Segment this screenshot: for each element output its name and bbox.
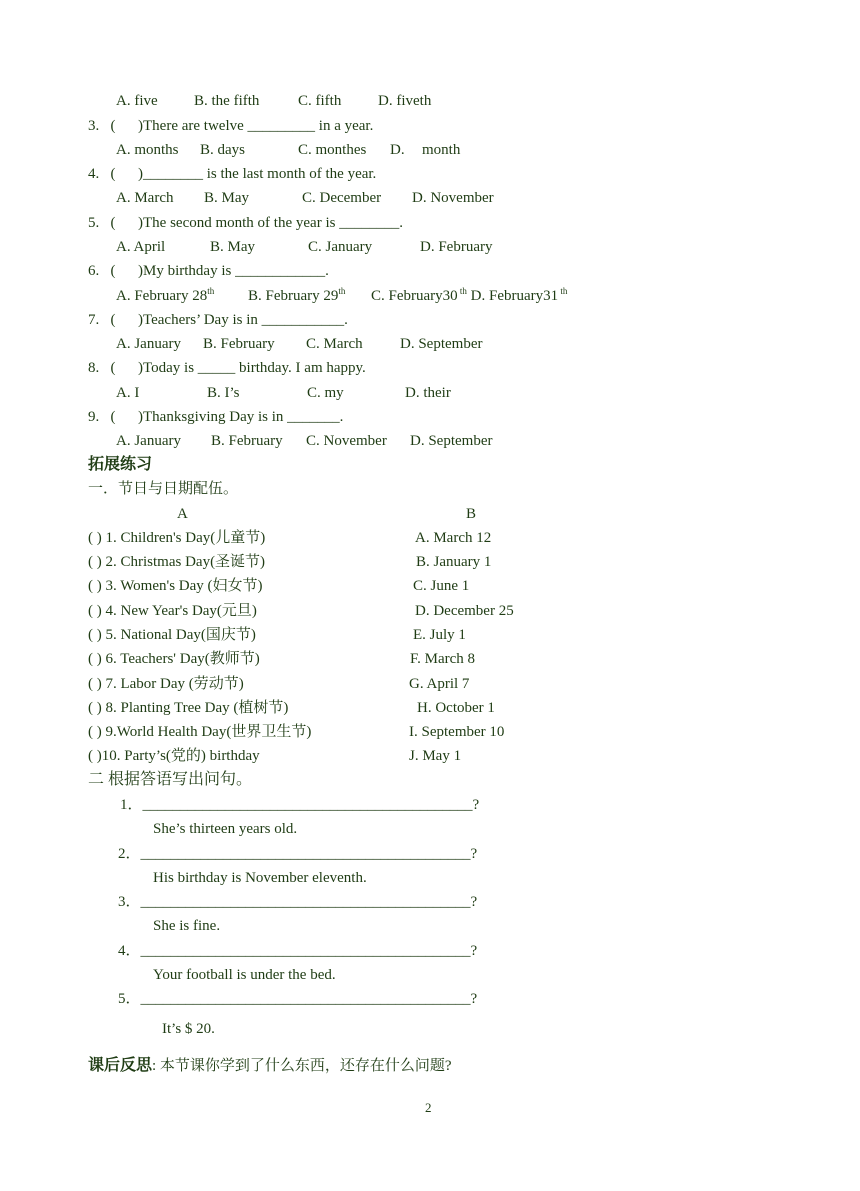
given-answer-1: She’s thirteen years old. [153,821,298,837]
given-answer-5: It’s $ 20. [162,1021,215,1037]
answer-paren-close: ) [138,118,143,134]
question-mark: ? [470,894,478,910]
question-number: 9. [88,409,100,425]
answer-line[interactable]: ____________________________________________ [140,846,471,862]
q6-option-c [371,287,567,305]
answer-paren-close: ) [138,312,143,328]
q2-option-d: D. fiveth [378,93,432,109]
match-left-1: ( ) 1. Children's Day(儿童节) [88,530,266,546]
column-b-header: B [466,506,477,522]
question-text: The second month of the year is [143,215,340,231]
question-5 [88,214,403,232]
question-text: There are twelve [143,118,248,134]
answer-paren-close: ) [138,360,143,376]
write-question-3 [118,893,477,911]
write-question-4 [118,942,477,960]
match-left-10: ( )10. Party’s(党的) birthday [88,748,260,764]
answer-paren-open: ( [110,409,116,425]
part2-title: 二 根据答语写出问句。 [88,771,253,788]
match-right-10: J. May 1 [409,748,462,764]
answer-paren-close: ) [138,215,143,231]
q6-option-c-sup: th [457,286,467,296]
given-answer-2: His birthday is November eleventh. [153,870,367,886]
part1-title: 一．节日与日期配伍。 [88,481,239,497]
answer-paren-open: ( [110,215,116,231]
q8-option-b: B. I’s [207,385,240,401]
match-left-3: ( ) 3. Women's Day (妇女节) [88,578,263,594]
match-right-1: A. March 12 [415,530,492,546]
match-left-6: ( ) 6. Teachers' Day(教师节) [88,651,260,667]
answer-paren-open: ( [110,166,116,182]
question-number: 6. [88,263,100,279]
q6-option-b-sup: th [338,286,346,296]
question-text: Today is [143,360,198,376]
q6-option-b [248,287,345,305]
item-number: 4． [118,943,141,959]
match-right-7: G. April 7 [409,676,470,692]
answer-paren-open: ( [110,360,116,376]
write-question-2 [118,845,477,863]
question-blank: ________ [339,215,400,231]
q3-option-c: C. monthes [298,142,367,158]
extension-title: 拓展练习 [88,456,153,473]
question-7 [88,311,348,329]
q4-option-b: B. May [204,190,249,206]
q8-option-c: C. my [307,385,344,401]
answer-line[interactable]: ____________________________________________ [140,894,471,910]
match-left-7: ( ) 7. Labor Day (劳动节) [88,676,244,692]
question-text-after: is the last month of the year. [203,166,377,182]
question-number: 4. [88,166,100,182]
q3-option-d: D. [390,142,405,158]
q9-option-c: C. November [306,433,387,449]
reflection-label: 课后反思 [88,1057,153,1074]
match-left-2: ( ) 2. Christmas Day(圣诞节) [88,554,266,570]
match-left-5: ( ) 5. National Day(国庆节) [88,627,256,643]
question-mark: ? [470,943,478,959]
q2-option-b: B. the fifth [194,93,260,109]
answer-paren-close: ) [138,409,143,425]
question-number: 5. [88,215,100,231]
q6-option-a-text: A. February 28 [116,288,208,304]
question-mark: ? [472,797,480,813]
question-text-after: . [339,409,344,425]
match-right-2: B. January 1 [416,554,492,570]
answer-paren-open: ( [110,118,116,134]
q2-option-a: A. five [116,93,158,109]
q6-option-d-sup: th [558,286,568,296]
q3-option-d-text: month [422,142,461,158]
match-left-8: ( ) 8. Planting Tree Day (植树节) [88,700,289,716]
q8-option-d: D. their [405,385,451,401]
q7-option-a: A. January [116,336,181,352]
reflection-text: : 本节课你学到了什么东西，还存在什么问题? [152,1058,452,1074]
question-number: 8. [88,360,100,376]
match-right-4: D. December 25 [415,603,514,619]
question-mark: ? [470,846,478,862]
match-right-8: H. October 1 [417,700,495,716]
q7-option-d: D. September [400,336,483,352]
item-number: 2． [118,846,141,862]
match-right-5: E. July 1 [413,627,466,643]
q2-option-c: C. fifth [298,93,342,109]
column-a-header: A [177,506,188,522]
q6-option-d-text: D. February31 [466,288,559,304]
question-3 [88,117,373,135]
given-answer-3: She is fine. [153,918,221,934]
q5-option-b: B. May [210,239,255,255]
write-question-5 [118,990,477,1008]
page-number: 2 [425,1100,432,1115]
match-left-4: ( ) 4. New Year's Day(元旦) [88,603,257,619]
answer-line[interactable]: ____________________________________________ [140,943,471,959]
answer-paren-close: ) [138,263,143,279]
question-text-after: . [344,312,348,328]
answer-paren-open: ( [110,312,116,328]
question-text: Thanksgiving Day is in [143,409,288,425]
q5-option-d: D. February [420,239,493,255]
write-question-1 [120,796,479,814]
item-number: 5． [118,991,141,1007]
question-text: My birthday is [143,263,236,279]
question-8 [88,359,366,377]
answer-line[interactable]: ____________________________________________ [142,797,473,813]
question-blank: _________ [247,118,316,134]
question-mark: ? [470,991,478,1007]
q7-option-c: C. March [306,336,363,352]
q6-option-b-text: B. February 29 [248,288,339,304]
q3-option-b: B. days [200,142,245,158]
q8-option-a: A. I [116,385,140,401]
question-9 [88,408,343,426]
reflection [88,1057,452,1075]
item-number: 3． [118,894,141,910]
question-number: 3. [88,118,100,134]
match-right-3: C. June 1 [413,578,470,594]
question-text-after: . [399,215,403,231]
question-text: Teachers’ Day is in [143,312,262,328]
q6-option-c-text: C. February30 [371,288,458,304]
q9-option-a: A. January [116,433,181,449]
q6-option-a-sup: th [207,286,215,296]
match-left-9: ( ) 9.World Health Day(世界卫生节) [88,724,312,740]
question-6 [88,262,329,280]
question-blank: _____ [197,360,236,376]
given-answer-4: Your football is under the bed. [153,967,336,983]
answer-paren-open: ( [110,263,116,279]
match-right-6: F. March 8 [410,651,476,667]
answer-paren-close: ) [138,166,143,182]
question-blank: ___________ [261,312,345,328]
q4-option-d: D. November [412,190,494,206]
question-4 [88,165,376,183]
answer-line[interactable]: ____________________________________________ [140,991,471,1007]
question-text-after: . [325,263,329,279]
question-blank: ____________ [235,263,326,279]
q7-option-b: B. February [203,336,275,352]
q5-option-c: C. January [308,239,373,255]
q4-option-c: C. December [302,190,382,206]
question-number: 7. [88,312,100,328]
question-text-after: birthday. I am happy. [235,360,366,376]
match-right-9: I. September 10 [409,724,505,740]
item-number: 1． [120,797,143,813]
q4-option-a: A. March [116,190,174,206]
question-blank: ________ [143,166,203,182]
q9-option-d: D. September [410,433,493,449]
q6-option-a [116,287,214,305]
q9-option-b: B. February [211,433,283,449]
question-text-after: in a year. [315,118,374,134]
q3-option-a: A. months [116,142,179,158]
question-blank: _______ [287,409,340,425]
q5-option-a: A. April [116,239,166,255]
